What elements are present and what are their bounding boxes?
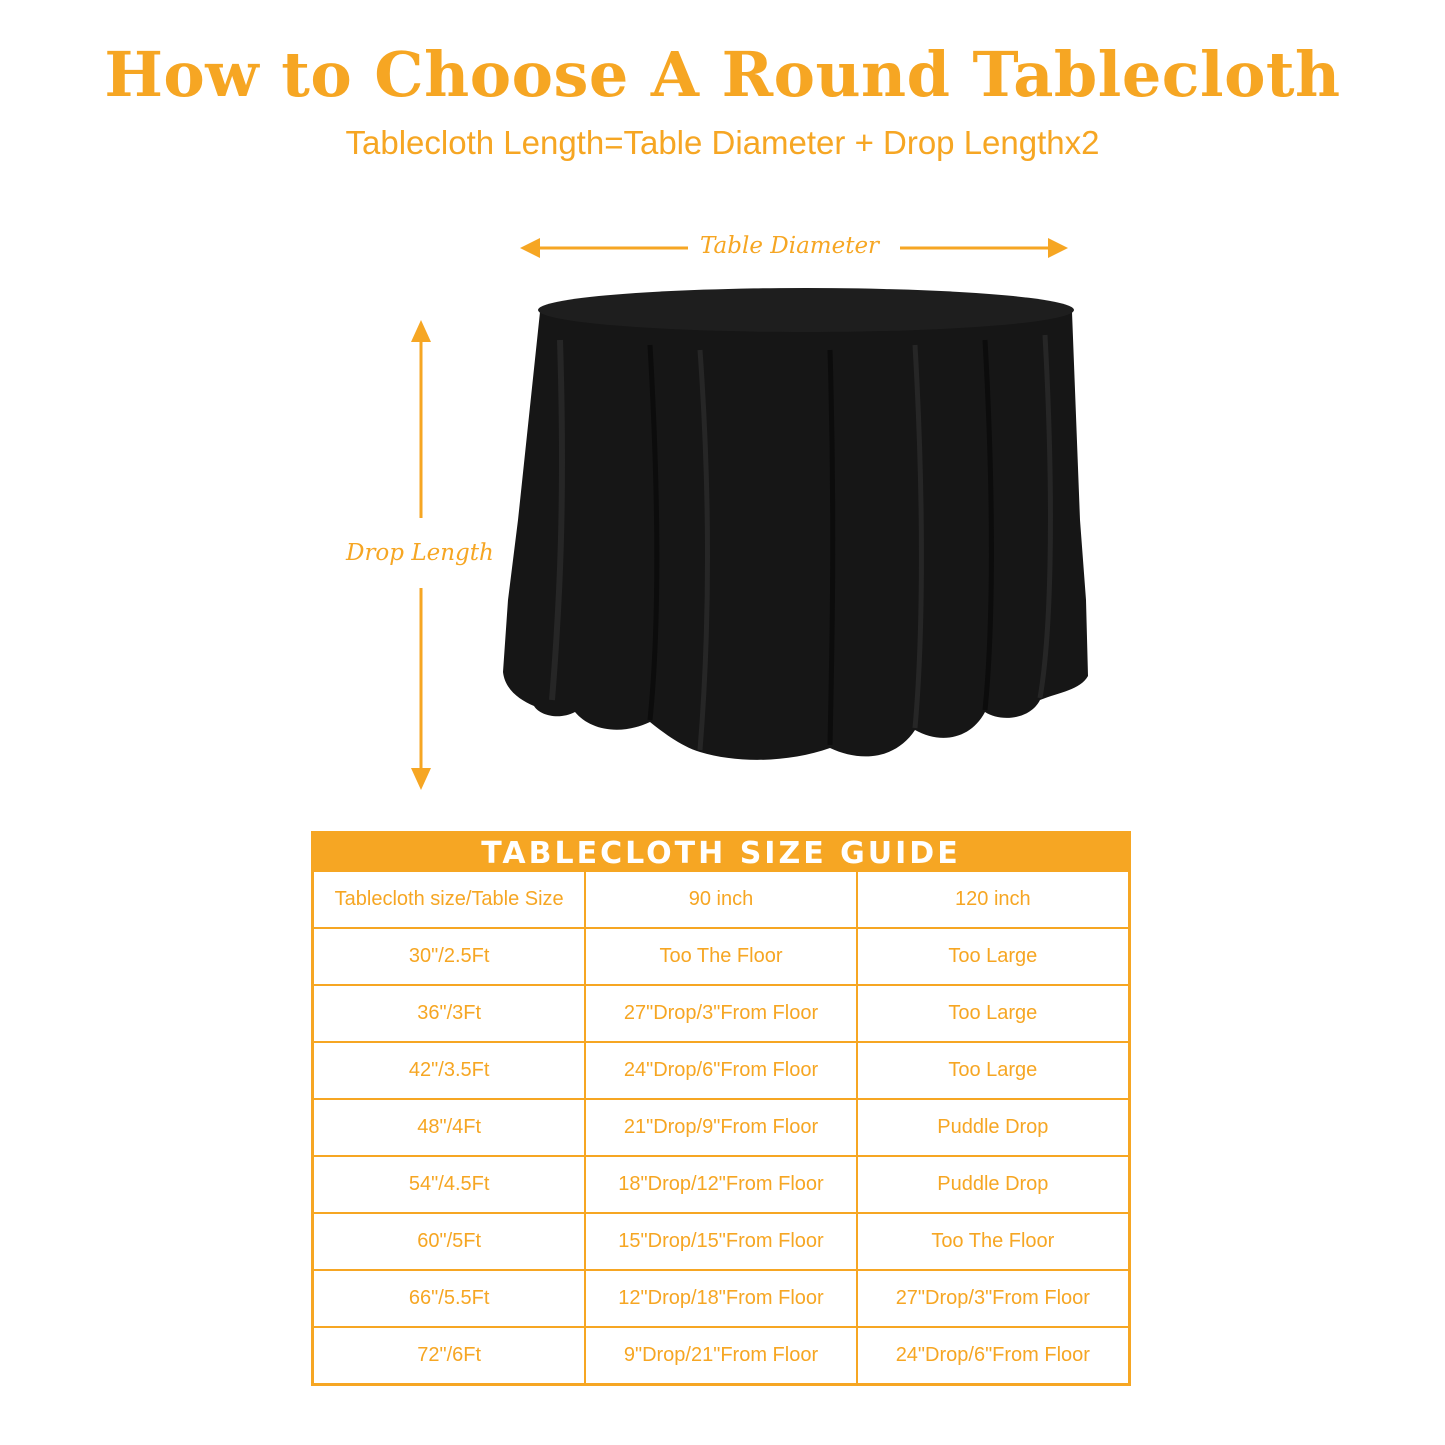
diameter-label: Table Diameter [700, 233, 880, 259]
table-row [314, 985, 1128, 1042]
table-size-cell: 30"/2.5Ft [314, 928, 585, 985]
size-guide-heading: TABLECLOTH SIZE GUIDE [314, 834, 1128, 872]
cell-90-inch: 18"Drop/12"From Floor [585, 1156, 856, 1213]
cell-90-inch: 24"Drop/6"From Floor [585, 1042, 856, 1099]
cell-90-inch: 21"Drop/9"From Floor [585, 1099, 856, 1156]
table-size-cell: 66"/5.5Ft [314, 1270, 585, 1327]
table-size-cell: 72"/6Ft [314, 1327, 585, 1383]
cell-120-inch: Too Large [857, 1042, 1128, 1099]
cell-120-inch: Puddle Drop [857, 1156, 1128, 1213]
table-size-cell: 54"/4.5Ft [314, 1156, 585, 1213]
cell-120-inch: Puddle Drop [857, 1099, 1128, 1156]
cell-120-inch: Too Large [857, 928, 1128, 985]
tablecloth-image [503, 288, 1088, 760]
page-title: How to Choose A Round Tablecloth [104, 38, 1341, 111]
cell-120-inch: Too Large [857, 985, 1128, 1042]
column-header: 90 inch [585, 872, 856, 928]
formula-subtitle: Tablecloth Length=Table Diameter + Drop Lengthx2 [345, 124, 1100, 161]
cell-90-inch: 12"Drop/18"From Floor [585, 1270, 856, 1327]
cell-90-inch: Too The Floor [585, 928, 856, 985]
cell-90-inch: 15"Drop/15"From Floor [585, 1213, 856, 1270]
drop-length-label: Drop Length [346, 540, 494, 566]
table-row [314, 1270, 1128, 1327]
table-row [314, 1156, 1128, 1213]
cell-90-inch: 27"Drop/3"From Floor [585, 985, 856, 1042]
table-size-cell: 36"/3Ft [314, 985, 585, 1042]
column-header: 120 inch [857, 872, 1128, 928]
table-size-cell: 60"/5Ft [314, 1213, 585, 1270]
size-guide-grid [314, 872, 1128, 1383]
table-row [314, 928, 1128, 985]
size-guide-table [311, 831, 1131, 1386]
table-row [314, 1213, 1128, 1270]
cell-90-inch: 9"Drop/21"From Floor [585, 1327, 856, 1383]
table-header-row [314, 872, 1128, 928]
cell-120-inch: Too The Floor [857, 1213, 1128, 1270]
table-size-cell: 48"/4Ft [314, 1099, 585, 1156]
cell-120-inch: 27"Drop/3"From Floor [857, 1270, 1128, 1327]
table-row [314, 1327, 1128, 1383]
column-header: Tablecloth size/Table Size [314, 872, 585, 928]
table-row [314, 1099, 1128, 1156]
table-size-cell: 42"/3.5Ft [314, 1042, 585, 1099]
table-row [314, 1042, 1128, 1099]
cell-120-inch: 24"Drop/6"From Floor [857, 1327, 1128, 1383]
